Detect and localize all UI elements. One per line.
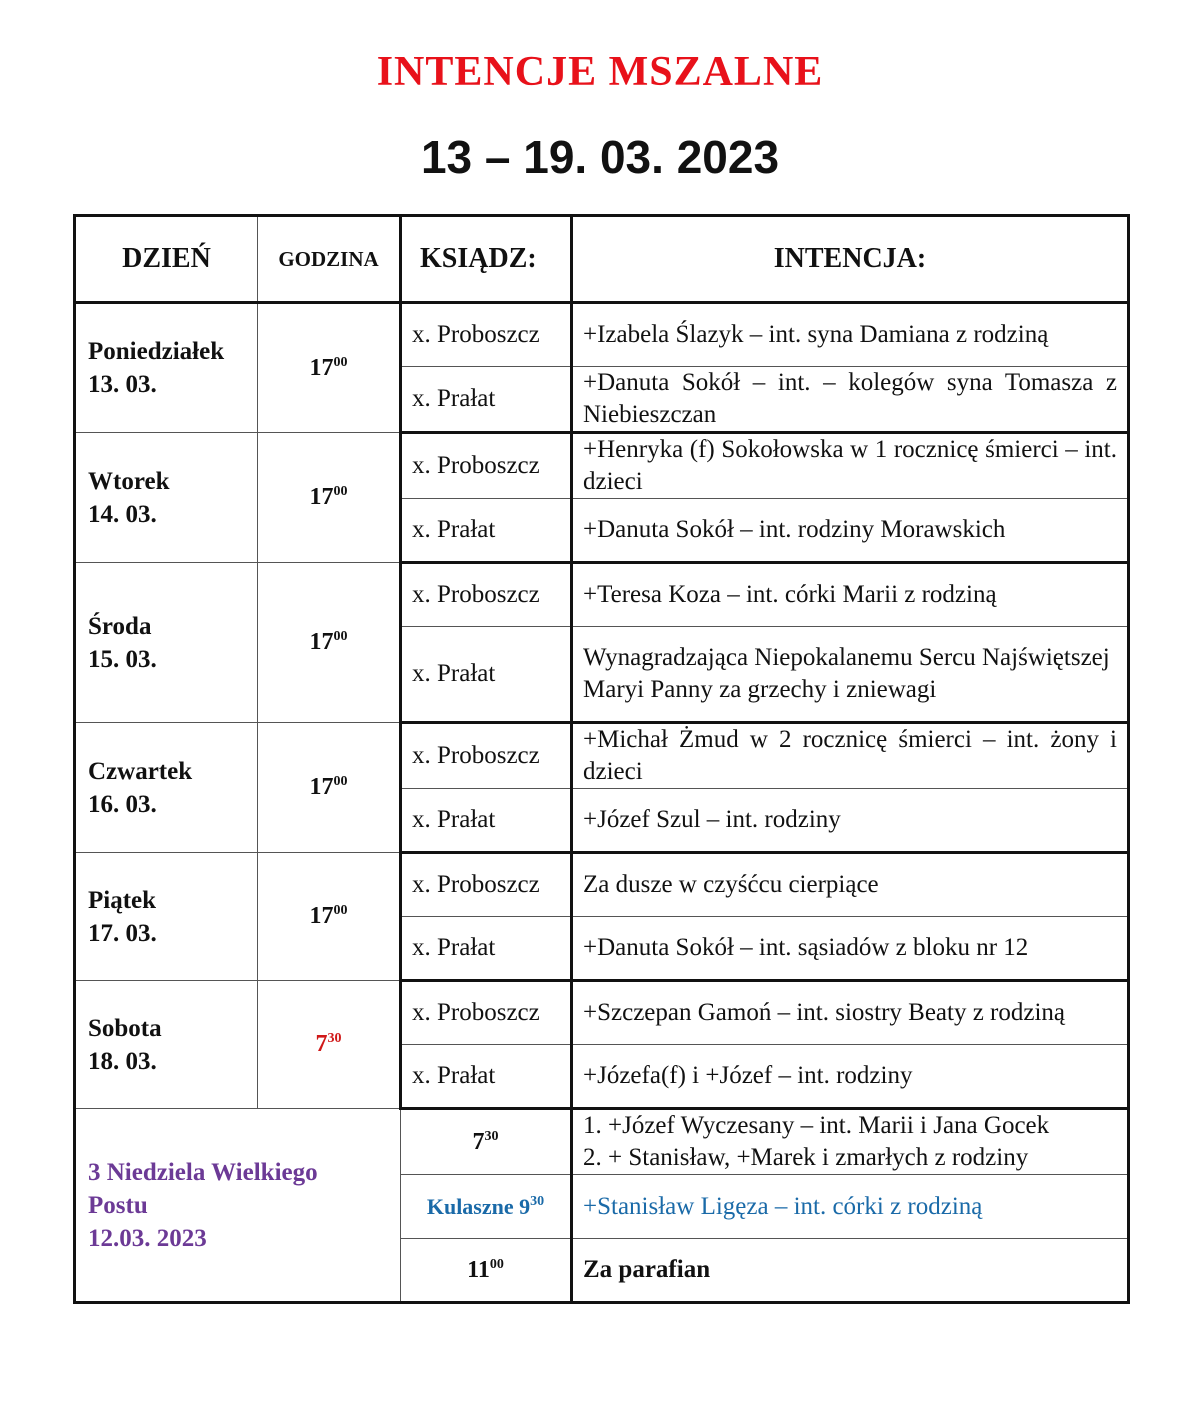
day-cell bbox=[75, 981, 258, 1109]
hour-minutes: 30 bbox=[530, 1193, 545, 1209]
intention-cell: +Józefa(f) i +Józef – int. rodziny bbox=[572, 1045, 1129, 1109]
day-name: Poniedziałek bbox=[88, 338, 225, 365]
hour-minutes: 00 bbox=[333, 354, 348, 370]
day-cell bbox=[75, 723, 258, 853]
hour-minutes: 00 bbox=[489, 1256, 504, 1272]
table-row bbox=[75, 303, 1129, 367]
intention-cell: +Teresa Koza – int. córki Marii z rodziną bbox=[572, 563, 1129, 627]
intention-cell: +Henryka (f) Sokołowska w 1 rocznicę śmierci – int. dzieci bbox=[572, 433, 1129, 499]
sunday-hour-cell bbox=[401, 1175, 572, 1239]
hour-minutes: 00 bbox=[333, 903, 348, 918]
intention-cell bbox=[572, 1109, 1129, 1175]
header-priest: KSIĄDZ: bbox=[401, 216, 572, 303]
table-row bbox=[75, 981, 1129, 1045]
intention-cell: Wynagradzająca Niepokalanemu Sercu Najświętszej Maryi Panny za grzechy i zniewagi bbox=[572, 627, 1129, 723]
priest-cell: x. Proboszcz bbox=[401, 563, 572, 627]
date-range: 13 – 19. 03. 2023 bbox=[420, 131, 780, 183]
intention-cell: +Izabela Ślazyk – int. syna Damiana z rodziną bbox=[572, 303, 1129, 367]
hour-minutes: 00 bbox=[333, 484, 348, 499]
priest-cell: x. Proboszcz bbox=[401, 303, 572, 367]
header-intention: INTENCJA: bbox=[572, 216, 1129, 303]
day-date: 15. 03. bbox=[88, 645, 157, 673]
day-name: Czwartek bbox=[88, 757, 193, 785]
day-date: 17. 03. bbox=[88, 919, 157, 947]
table-row bbox=[75, 853, 1129, 917]
intention-line: 2. + Stanisław, +Marek i zmarłych z rodziny bbox=[583, 1144, 1029, 1171]
sunday-hour-cell bbox=[401, 1239, 572, 1303]
day-name: Piątek bbox=[88, 886, 157, 914]
document-title: INTENCJE MSZALNE bbox=[376, 49, 824, 95]
day-cell bbox=[75, 433, 258, 563]
priest-cell: x. Prałat bbox=[401, 917, 572, 981]
priest-cell: x. Prałat bbox=[401, 367, 572, 433]
day-date: 14. 03. bbox=[88, 500, 157, 528]
hour-cell bbox=[258, 563, 401, 723]
hour-minutes: 30 bbox=[484, 1128, 499, 1144]
hour-value: 9 bbox=[519, 1193, 531, 1219]
priest-cell: x. Prałat bbox=[401, 627, 572, 723]
location-label: Kulaszne bbox=[426, 1193, 520, 1219]
intention-line: 1. +Józef Wyczesany – int. Marii i Jana Gocek bbox=[583, 1112, 1050, 1139]
priest-cell: x. Prałat bbox=[401, 789, 572, 853]
intention-cell: +Stanisław Ligęza – int. córki z rodziną bbox=[572, 1175, 1129, 1239]
intention-cell: +Józef Szul – int. rodziny bbox=[572, 789, 1129, 853]
sunday-title-line1: 3 Niedziela Wielkiego bbox=[88, 1158, 318, 1186]
hour-cell bbox=[258, 853, 401, 981]
priest-cell: x. Proboszcz bbox=[401, 853, 572, 917]
table-row bbox=[75, 1109, 1129, 1175]
day-name: Środa bbox=[88, 612, 152, 640]
hour-value: 11 bbox=[467, 1256, 490, 1283]
table-row bbox=[75, 563, 1129, 627]
hour-cell bbox=[258, 303, 401, 433]
hour-value: 7 bbox=[315, 1031, 328, 1057]
hour-cell bbox=[258, 981, 401, 1109]
intention-cell: +Szczepan Gamoń – int. siostry Beaty z rodziną bbox=[572, 981, 1129, 1045]
sunday-date: 12.03. 2023 bbox=[88, 1224, 207, 1252]
priest-cell: x. Prałat bbox=[401, 1045, 572, 1109]
intentions-table bbox=[73, 214, 1130, 1304]
day-name: Sobota bbox=[88, 1014, 162, 1042]
day-cell bbox=[75, 563, 258, 723]
hour-cell bbox=[258, 723, 401, 853]
intention-cell: Za dusze w czyśćcu cierpiące bbox=[572, 853, 1129, 917]
intention-cell: +Danuta Sokół – int. – kolegów syna Tomasza z Niebieszczan bbox=[572, 367, 1129, 433]
sunday-title-line2: Postu bbox=[88, 1191, 148, 1219]
header-day: DZIEŃ bbox=[75, 216, 258, 303]
intention-cell: +Danuta Sokół – int. sąsiadów z bloku nr 12 bbox=[572, 917, 1129, 981]
day-date: 18. 03. bbox=[88, 1047, 157, 1075]
table-row bbox=[75, 433, 1129, 499]
day-cell bbox=[75, 853, 258, 981]
header-row bbox=[75, 216, 1129, 303]
day-name: Wtorek bbox=[88, 467, 170, 495]
day-cell bbox=[75, 303, 258, 433]
table-row bbox=[75, 723, 1129, 789]
hour-cell bbox=[258, 433, 401, 563]
hour-value: 17 bbox=[309, 484, 334, 510]
hour-value: 17 bbox=[309, 774, 334, 800]
priest-cell: x. Proboszcz bbox=[401, 433, 572, 499]
sunday-day-cell bbox=[75, 1109, 401, 1303]
intention-cell: +Danuta Sokół – int. rodziny Morawskich bbox=[572, 499, 1129, 563]
hour-value: 17 bbox=[309, 629, 334, 655]
hour-value: 17 bbox=[309, 903, 334, 929]
hour-value: 17 bbox=[309, 354, 334, 381]
priest-cell: x. Proboszcz bbox=[401, 723, 572, 789]
hour-minutes: 30 bbox=[327, 1031, 342, 1046]
sunday-hour-cell bbox=[401, 1109, 572, 1175]
hour-value: 7 bbox=[472, 1128, 485, 1155]
priest-cell: x. Proboszcz bbox=[401, 981, 572, 1045]
intention-cell: +Michał Żmud w 2 rocznicę śmierci – int. żony i dzieci bbox=[572, 723, 1129, 789]
hour-minutes: 00 bbox=[333, 774, 348, 789]
intention-cell: Za parafian bbox=[572, 1239, 1129, 1303]
day-date: 16. 03. bbox=[88, 790, 157, 818]
hour-minutes: 00 bbox=[333, 629, 348, 644]
header-hour: GODZINA bbox=[258, 216, 401, 303]
priest-cell: x. Prałat bbox=[401, 499, 572, 563]
day-date: 13. 03. bbox=[88, 371, 157, 398]
